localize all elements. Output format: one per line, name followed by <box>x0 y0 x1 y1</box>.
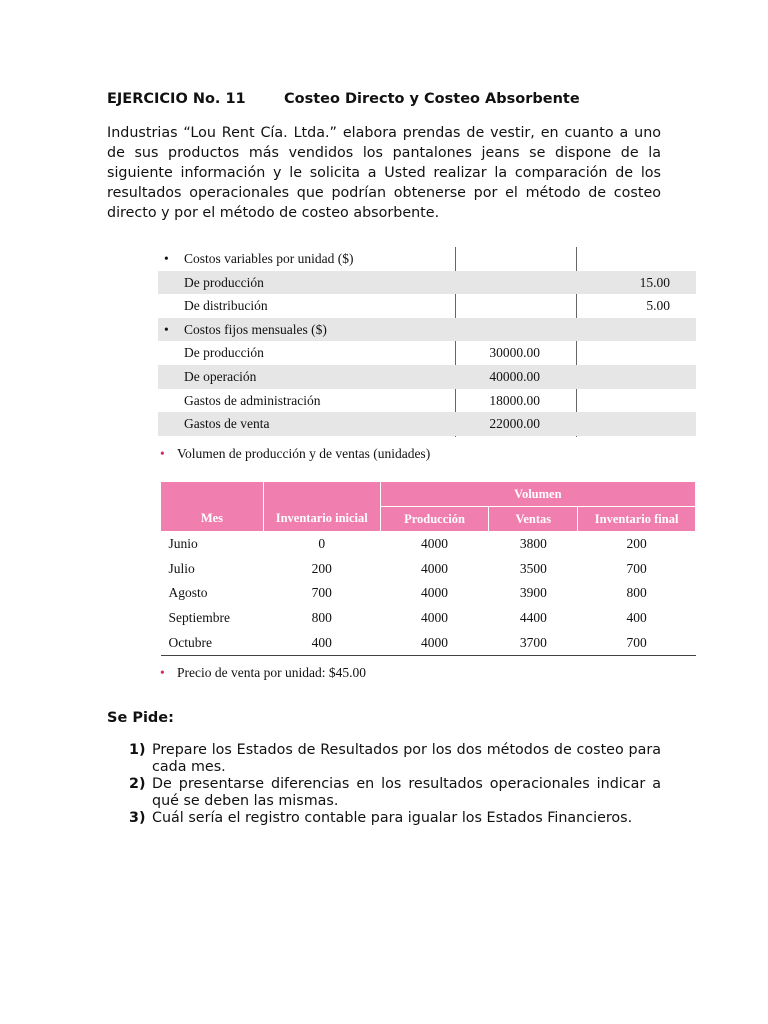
cost-label: Gastos de administración <box>184 392 321 408</box>
item-number: 1) <box>129 742 146 758</box>
cost-row <box>158 389 696 413</box>
cost-value: 5.00 <box>646 298 670 314</box>
month-cell: Agosto <box>168 585 208 601</box>
cost-label: De operación <box>184 368 257 384</box>
cost-table <box>158 247 696 436</box>
list-item <box>129 742 661 776</box>
cost-value: 15.00 <box>639 274 670 290</box>
cost-row <box>158 271 696 295</box>
month-cell: Julio <box>168 560 195 576</box>
column-header: Mes <box>161 482 264 532</box>
table-cell: 4000 <box>380 630 489 655</box>
volume-note <box>160 446 430 462</box>
cost-section-variable <box>158 247 696 271</box>
volume-table <box>160 481 696 656</box>
table-cell: 4400 <box>519 610 547 626</box>
cost-value: 18000.00 <box>489 392 540 408</box>
table-row <box>161 630 696 655</box>
table-cell: 700 <box>626 560 647 576</box>
bullet-icon: • <box>160 446 165 461</box>
price-note <box>160 665 366 681</box>
month-cell: Septiembre <box>168 610 230 626</box>
cost-label: De producción <box>184 274 264 290</box>
cost-value: 22000.00 <box>489 416 540 432</box>
cost-row <box>158 294 696 318</box>
table-cell: 400 <box>626 610 647 626</box>
table-cell: 3900 <box>519 585 547 601</box>
table-cell: 200 <box>626 536 647 552</box>
cost-section-fixed <box>158 318 696 342</box>
exercise-topic: Costeo Directo y Costeo Absorbente <box>284 91 580 107</box>
table-row <box>161 581 696 606</box>
exercise-title <box>107 91 580 107</box>
cost-row <box>158 365 696 389</box>
table-cell: 4000 <box>421 585 449 601</box>
item-text: De presentarse diferencias en los resultados operacionales indicar a qué se deben las mismas. <box>152 776 661 809</box>
column-header: Inventario inicial <box>263 482 380 532</box>
table-cell: 0 <box>318 536 326 552</box>
table-cell: 400 <box>263 630 380 655</box>
table-cell: 200 <box>311 560 332 576</box>
item-number: 3) <box>129 810 146 826</box>
table-row <box>161 532 696 557</box>
month-cell: Octubre <box>161 630 264 655</box>
list-item <box>129 810 661 827</box>
table-cell: 4000 <box>421 560 449 576</box>
requirements-list <box>129 742 661 827</box>
cost-value: 30000.00 <box>489 345 540 361</box>
column-header: Producción <box>380 507 489 532</box>
item-text: Prepare los Estados de Resultados por los dos métodos de costeo para cada mes. <box>152 742 661 775</box>
month-cell: Junio <box>168 536 198 552</box>
table-cell: 3800 <box>519 536 547 552</box>
table-cell: 700 <box>578 630 696 655</box>
table-cell: 800 <box>626 585 647 601</box>
cost-row <box>158 412 696 436</box>
cost-row <box>158 341 696 365</box>
table-cell: 4000 <box>421 610 449 626</box>
table-row <box>161 606 696 631</box>
list-item <box>129 776 661 810</box>
bullet-icon: • <box>160 665 165 680</box>
column-header: Inventario final <box>578 507 696 532</box>
table-cell: 700 <box>311 585 332 601</box>
requirements-heading: Se Pide: <box>107 710 174 726</box>
cost-label: Gastos de venta <box>184 416 270 432</box>
table-cell: 3500 <box>519 560 547 576</box>
exercise-number: EJERCICIO No. 11 <box>107 91 246 107</box>
price-note-text: Precio de venta por unidad: $45.00 <box>177 665 366 680</box>
cost-section-label: • Costos variables por unidad ($) <box>164 247 353 271</box>
cost-value: 40000.00 <box>489 368 540 384</box>
cost-section-label: • Costos fijos mensuales ($) <box>164 318 327 342</box>
intro-paragraph: Industrias “Lou Rent Cía. Ltda.” elabora prendas de vestir, en cuanto a uno de sus productos más vendidos los pantalones jeans se dispone de la siguiente información y le solicita a Usted realizar la comparación de los resultados operacionales que podrían obtenerse por el método de costeo directo y por el método de costeo absorbente. <box>107 125 661 221</box>
item-number: 2) <box>129 776 146 792</box>
cost-label: De distribución <box>184 298 268 314</box>
column-header: Ventas <box>489 507 578 532</box>
table-row <box>161 557 696 582</box>
item-text: Cuál sería el registro contable para igualar los Estados Financieros. <box>152 810 633 826</box>
table-cell: 4000 <box>421 536 449 552</box>
cost-label: De producción <box>184 345 264 361</box>
volume-note-text: Volumen de producción y de ventas (unidades) <box>177 446 431 461</box>
table-cell: 800 <box>311 610 332 626</box>
table-cell: 3700 <box>489 630 578 655</box>
group-header: Volumen <box>380 482 695 507</box>
